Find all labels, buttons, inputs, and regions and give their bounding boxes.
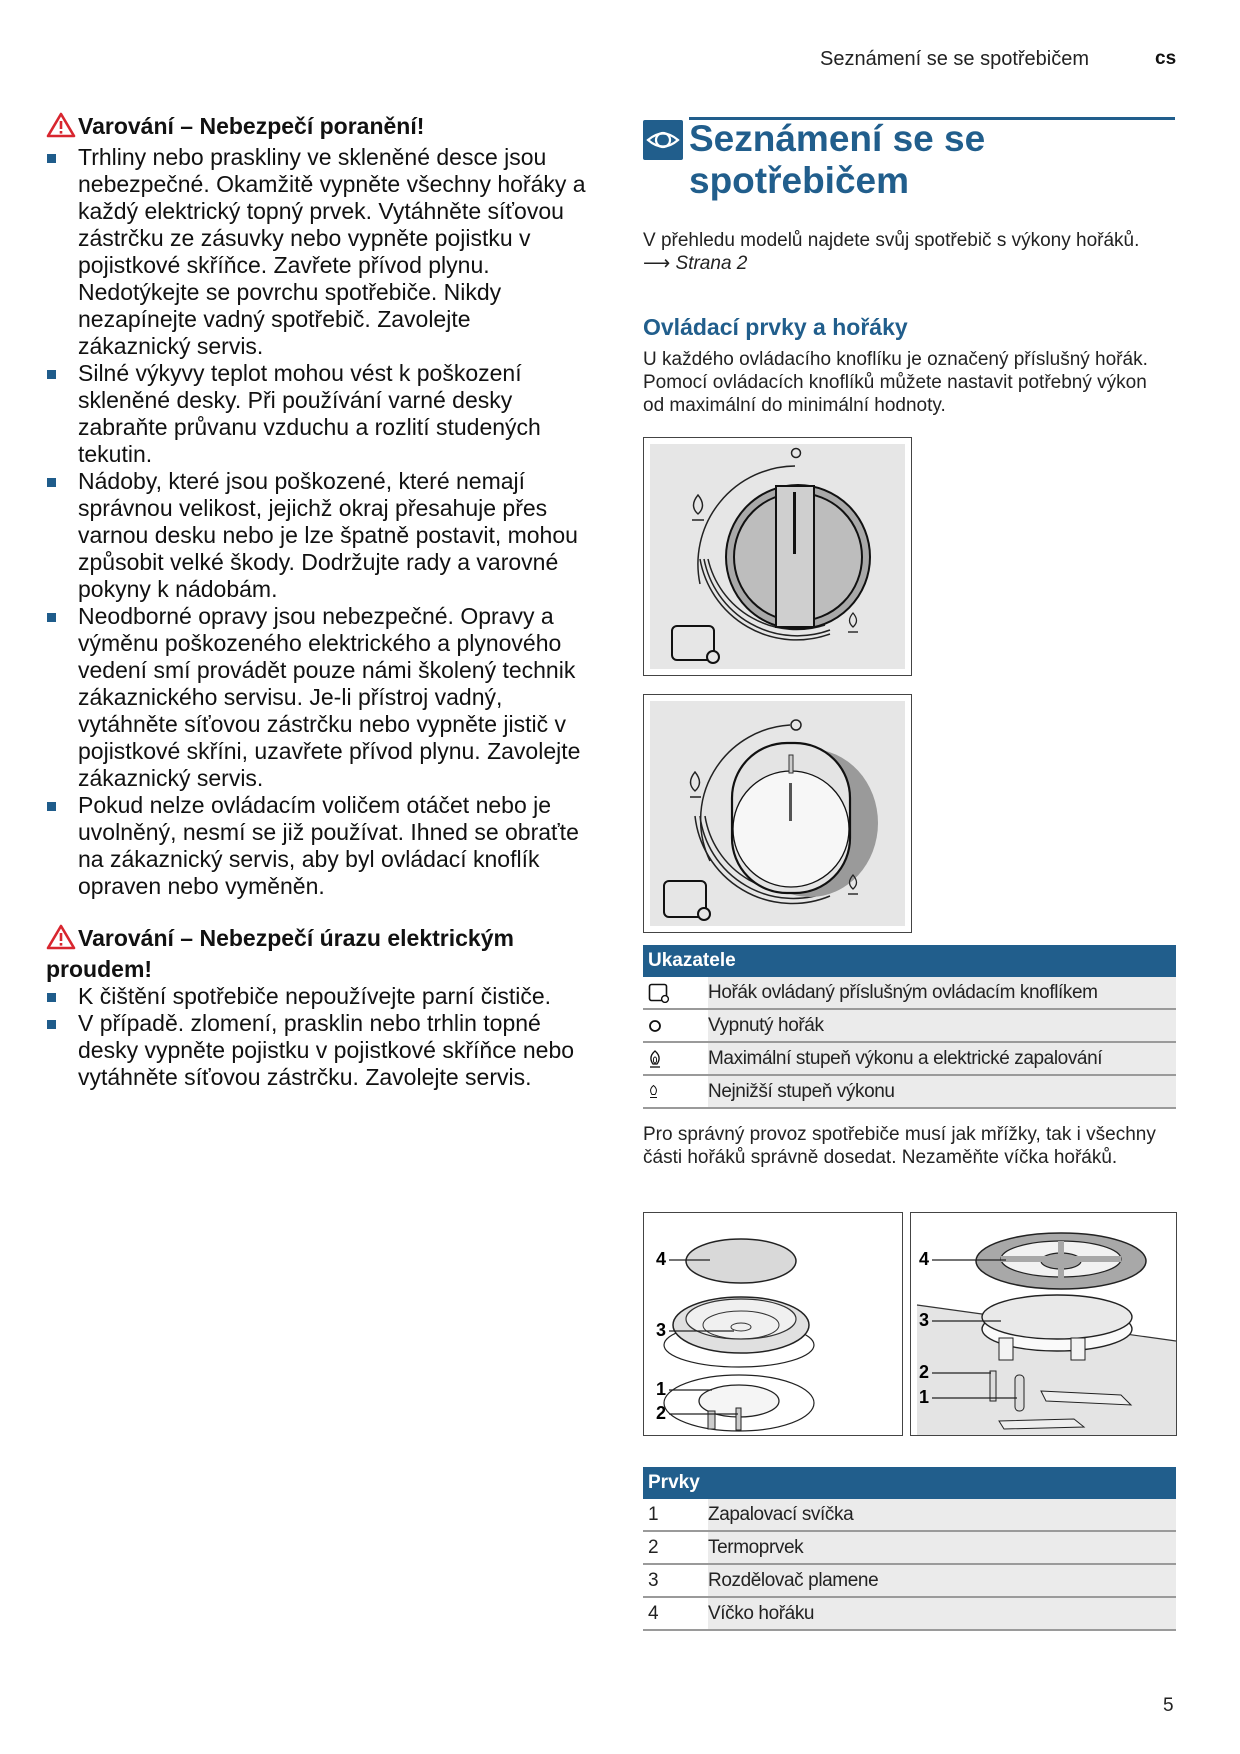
warning-title: Varování – Nebezpečí poranění! [78, 113, 425, 139]
warning-item: Nádoby, které jsou poškozené, které nemají správnou velikost, jejichž okraj přesahuje přes varnou desku nebo je lze špatně postavit, mohou způsobit velké škody. Dodržujte rady a varovné pokyny k nádobám. [46, 468, 586, 603]
knob-illustration-2 [643, 694, 912, 933]
eye-icon [643, 120, 683, 160]
warning-item: Silné výkyvy teplot mohou vést k poškození skleněné desky. Při používání varné desky zabraňte průvanu vzduchu a rozlití studených tekutin. [46, 360, 586, 468]
page-reference-link[interactable]: Strana 2 [675, 253, 748, 274]
callout-label: 3 [656, 1320, 667, 1340]
table-row: Maximální stupeň výkonu a elektrické zapalování [643, 1043, 1176, 1076]
warning-triangle-icon [46, 112, 76, 144]
safety-warnings-column [46, 112, 586, 1091]
warning-list [46, 983, 586, 1091]
table-header: Prvky [643, 1467, 1176, 1499]
running-header-title: Seznámení se se spotřebičem [820, 48, 1090, 70]
large-flame-icon [648, 1049, 662, 1069]
callout-label: 1 [656, 1379, 667, 1399]
callout-label: 3 [919, 1310, 930, 1330]
part-label: Termoprvek [708, 1532, 1176, 1563]
section-title: Ovládací prvky a hořáky [643, 314, 908, 340]
burner-position-icon [648, 983, 670, 1003]
parts-table [643, 1467, 1176, 1631]
bullet-square-icon [47, 1020, 56, 1029]
table-row [643, 1565, 1176, 1598]
bullet-square-icon [47, 370, 56, 379]
control-knob-icon [650, 444, 905, 669]
warning-block-injury [46, 112, 586, 900]
warning-item: Neodborné opravy jsou nebezpečné. Opravy a výměnu poškozeného elektrického a plynového vedení smí provádět pouze námi školený technik zákaznického servisu. Je-li přístroj vadný, vytáhněte síťovou zástrčku nebo vypněte jistič v pojistkové skříni, uzavřete přívod plynu. Zavolejte zákaznický servis. [46, 603, 586, 792]
table-row [643, 1532, 1176, 1565]
warning-block-electric [46, 924, 586, 1091]
burner-exploded-view-1 [643, 1212, 903, 1436]
chapter-title: Seznámení se se spotřebičem [689, 118, 986, 201]
page-number: 5 [1163, 1695, 1174, 1716]
intro-paragraph: V přehledu modelů najdete svůj spotřebič s výkony hořáků. ⟶ Strana 2 [643, 230, 1140, 274]
part-number: 3 [643, 1565, 708, 1596]
part-number: 1 [643, 1499, 708, 1530]
callout-label: 1 [919, 1387, 930, 1407]
table-row [643, 1598, 1176, 1631]
language-code: cs [1155, 48, 1177, 69]
callout-label: 2 [919, 1362, 930, 1382]
indicators-table [643, 945, 1176, 1109]
warning-list [46, 144, 586, 900]
assembly-paragraph: Pro správný provoz spotřebiče musí jak mřížky, tak i všechny části hořáků správně dosedat. Nezaměňte víčka hořáků. [643, 1124, 1156, 1168]
bullet-square-icon [47, 802, 56, 811]
callout-label: 4 [656, 1249, 667, 1269]
bullet-square-icon [47, 478, 56, 487]
part-number: 4 [643, 1598, 708, 1629]
section-paragraph: U každého ovládacího knoflíku je označený příslušný hořák. Pomocí ovládacích knoflíků můžete nastavit potřebný výkon od maximální do minimální hodnoty. [643, 349, 1148, 416]
table-row: Hořák ovládaný příslušným ovládacím knoflíkem [643, 977, 1176, 1010]
burner-exploded-view-2 [910, 1212, 1177, 1436]
table-row: Vypnutý hořák [643, 1010, 1176, 1043]
part-label: Rozdělovač plamene [708, 1565, 1176, 1596]
table-row [643, 1499, 1176, 1532]
bullet-square-icon [47, 154, 56, 163]
warning-item: K čištění spotřebiče nepoužívejte parní čističe. [46, 983, 586, 1010]
part-label: Zapalovací svíčka [708, 1499, 1176, 1530]
warning-item: Pokud nelze ovládacím voličem otáčet nebo je uvolněný, nesmí se již používat. Ihned se obraťte na zákaznický servis, aby byl ovládací knoflík opraven nebo vyměněn. [46, 792, 586, 900]
bullet-square-icon [47, 613, 56, 622]
small-flame-icon [648, 1084, 659, 1099]
warning-title: Varování – Nebezpečí úrazu elektrickým proudem! [46, 925, 514, 982]
bullet-square-icon [47, 993, 56, 1002]
off-circle-icon [648, 1019, 662, 1033]
arrow-right-icon: ⟶ [643, 253, 671, 274]
warning-triangle-icon [46, 924, 76, 956]
table-header: Ukazatele [643, 945, 1176, 977]
part-label: Víčko hořáku [708, 1598, 1176, 1629]
callout-label: 2 [656, 1403, 667, 1423]
callout-label: 4 [919, 1249, 930, 1269]
warning-item: V případě. zlomení, prasklin nebo trhlin topné desky vypněte pojistku v pojistkové skříňce nebo vytáhněte síťovou zástrčku. Zavolejte servis. [46, 1010, 586, 1091]
control-knob-icon [650, 701, 905, 926]
warning-item: Trhliny nebo praskliny ve skleněné desce jsou nebezpečné. Okamžitě vypněte všechny hořáky a každý elektrický topný prvek. Vytáhněte síťovou zástrčku ze zásuvky nebo vypněte pojistku v pojistkové skříňce. Zavřete přívod plynu. Nedotýkejte se povrchu spotřebiče. Nikdy nezapínejte vadný spotřebič. Zavolejte zákaznický servis. [46, 144, 586, 360]
part-number: 2 [643, 1532, 708, 1563]
table-row: Nejnižší stupeň výkonu [643, 1076, 1176, 1109]
knob-illustration-1 [643, 437, 912, 676]
